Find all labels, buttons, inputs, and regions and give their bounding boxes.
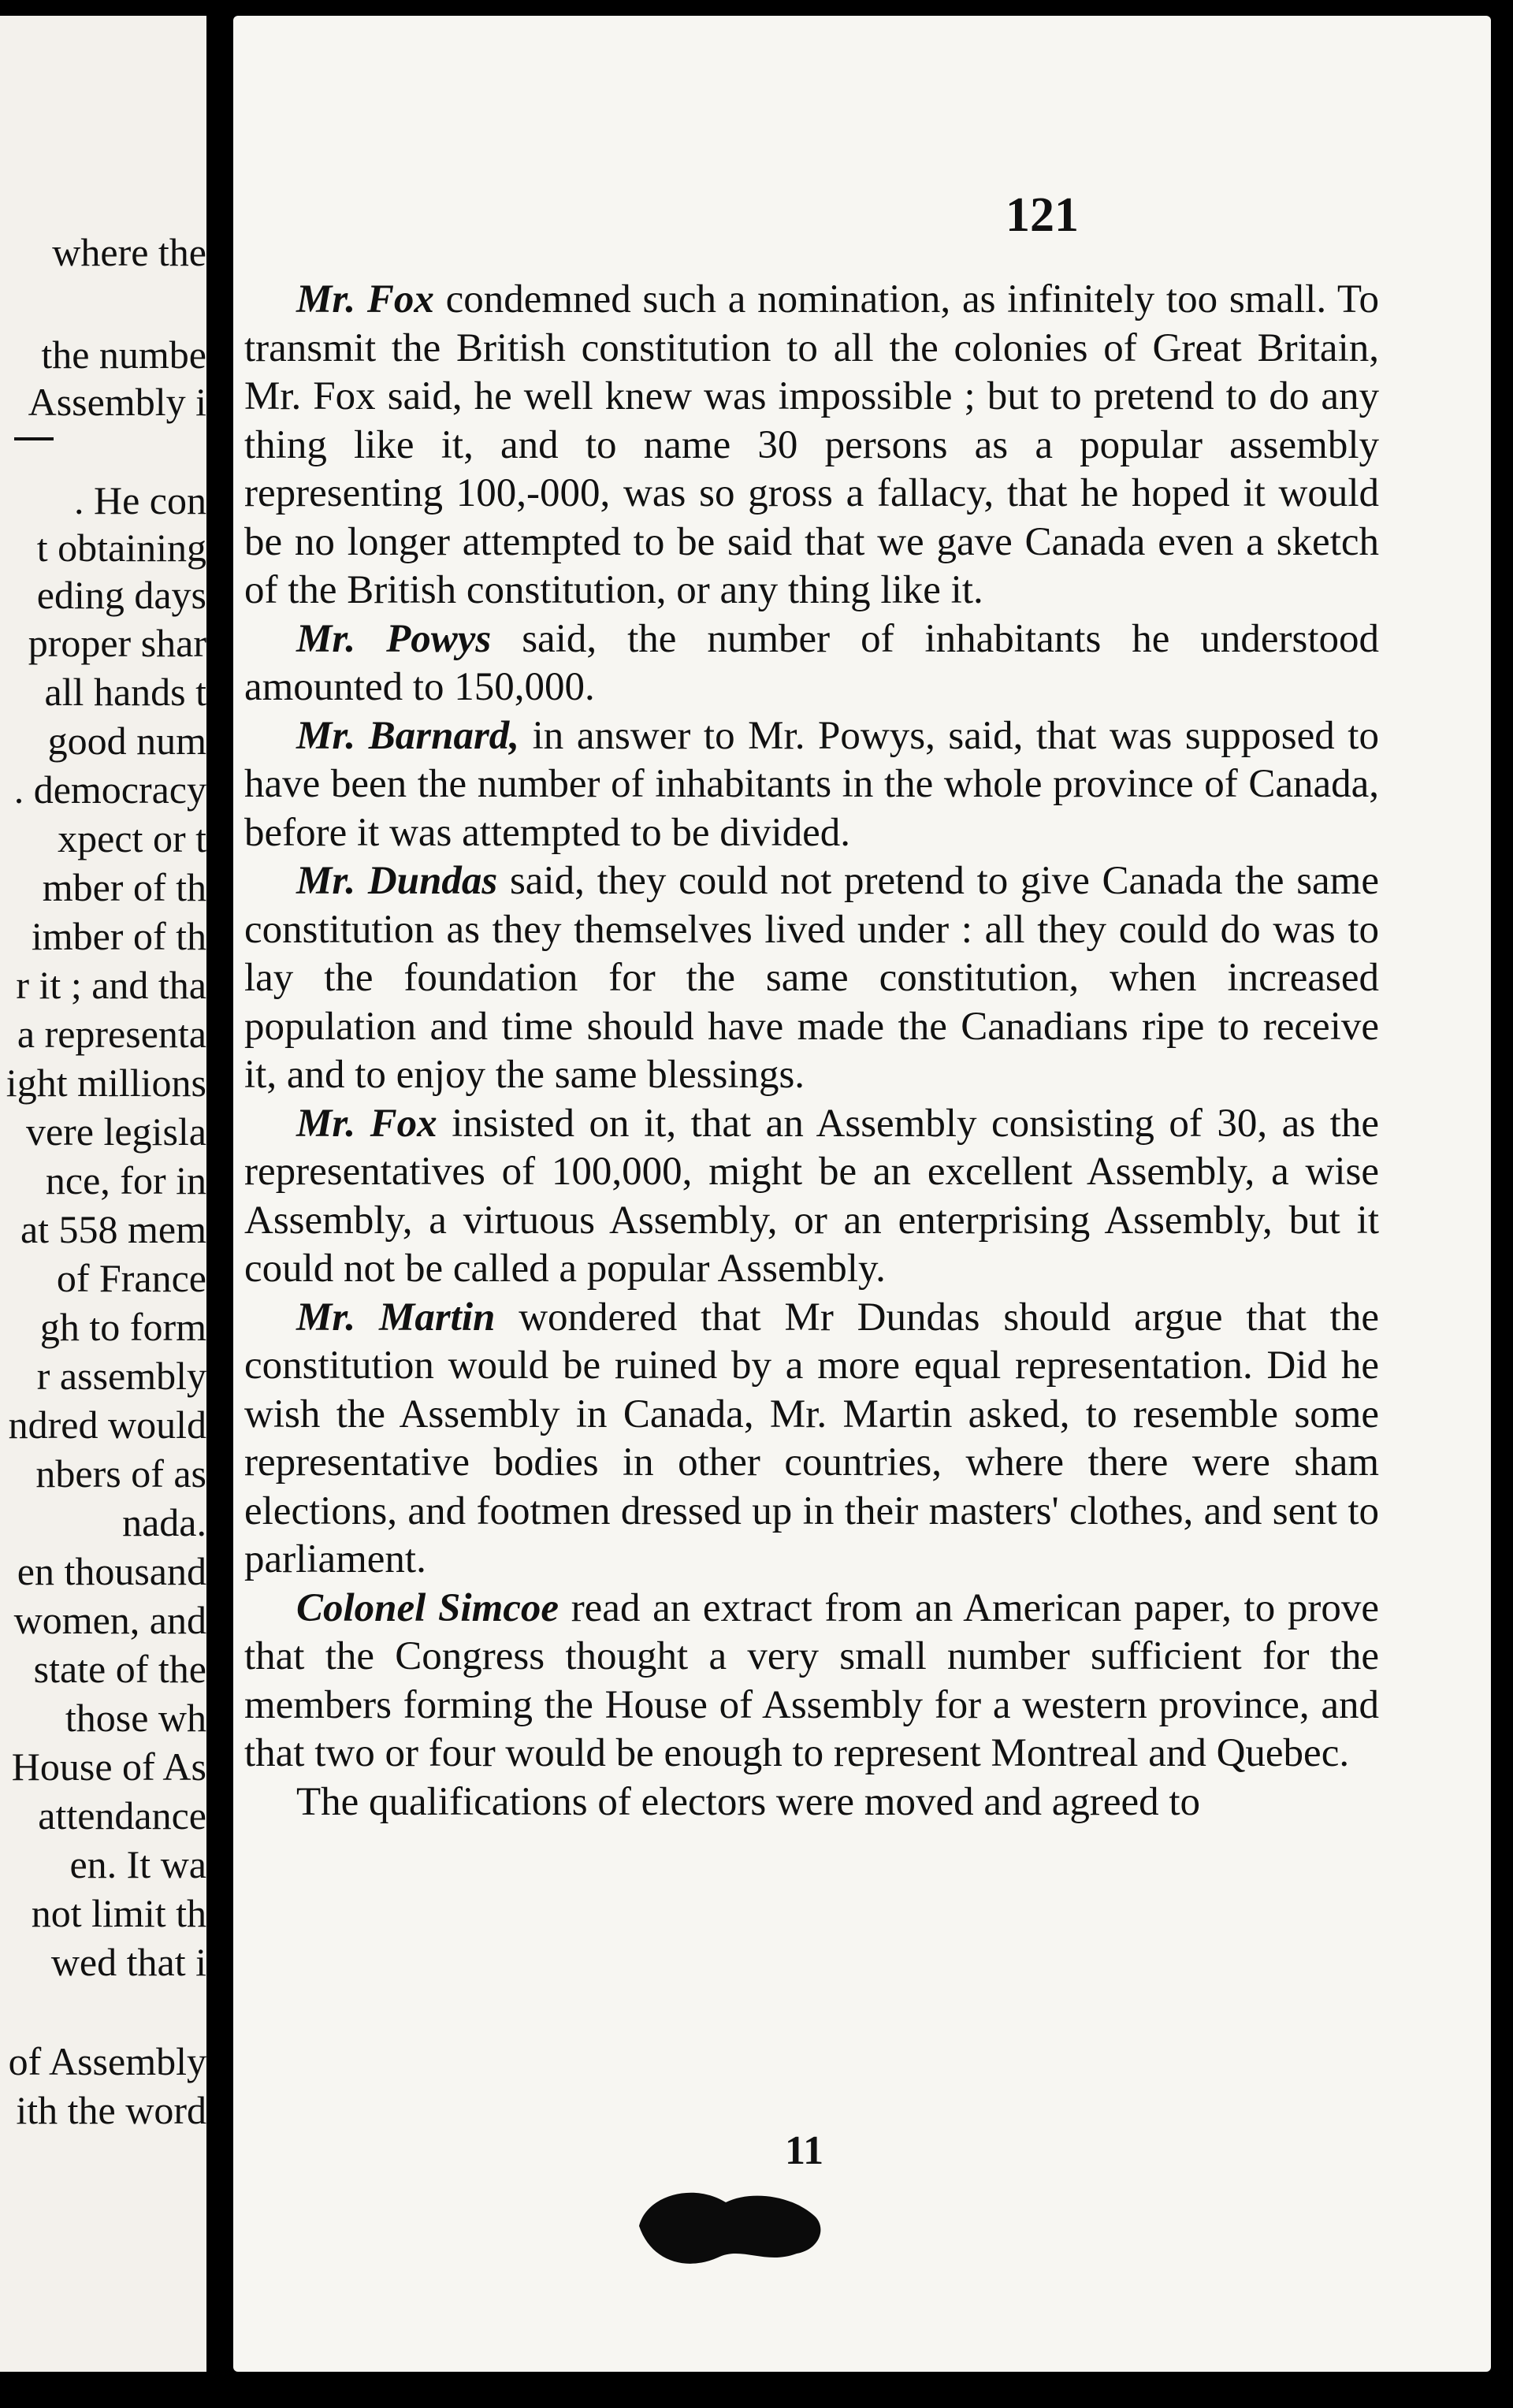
main-text (244, 276, 1379, 1826)
paragraph-text: wondered that Mr Dundas should argue that the constitution would be ruined by a more equal representation. Did he wish the Assembly in Canada, Mr. Martin asked, to resemble some representative bodies in other countries, where there were sham elections, and footmen dressed up in their masters' clothes, and sent to parliament. (244, 1295, 1379, 1581)
speaker-name: Mr. Fox (296, 1101, 437, 1146)
left-page-line: gh to form (39, 1305, 206, 1349)
left-page-line: mber of th (42, 865, 206, 909)
left-page-line: r it ; and tha (16, 963, 206, 1007)
paragraph-text: said, the number of inhabitants he understood amounted to 150,000. (244, 616, 1379, 709)
left-page-line: Assembly i (28, 380, 206, 424)
left-page-line: en. It wa (69, 1842, 206, 1886)
left-page-fragment (0, 16, 206, 2372)
left-page-line: . democracy (13, 767, 206, 812)
paragraph-text: condemned such a nomination, as infinitely too small. To transmit the British constitution to all the colonies of Great Britain, Mr. Fox said, he well knew was impossible ; but to pretend to do any thing like it, and to name 30 persons as a popular assembly representing 100,-000, was so gross a fallacy, that he hoped it would be no longer attempted to be said that we gave Canada even a sketch of the British constitution, or any thing like it. (244, 277, 1379, 612)
gutter (206, 0, 233, 2408)
speaker-name: Mr. Barnard, (296, 713, 520, 758)
left-page-line: imber of th (31, 914, 206, 958)
left-page-line: at 558 mem (20, 1207, 206, 1251)
left-page-line: a representa (17, 1012, 206, 1056)
paragraph (244, 1100, 1379, 1294)
paragraph (244, 276, 1379, 615)
left-page-line: attendance (38, 1793, 206, 1838)
left-page-line: xpect or t (58, 816, 206, 860)
signature-mark: 11 (785, 2128, 824, 2173)
ink-blot (631, 2179, 836, 2273)
paragraph-text: said, they could not pretend to give Canada the same constitution as they themselves lived under : all they could do was to lay the foundation for the same constitution, when increased population and time should have made the Canadians ripe to receive it, and to enjoy the same blessings. (244, 859, 1379, 1097)
left-page-line: not limit th (31, 1891, 206, 1935)
left-page-line: all hands t (44, 670, 206, 714)
left-page-line: ndred would (8, 1403, 206, 1447)
left-page-line: t obtaining (36, 526, 206, 570)
left-page-line: good num (47, 719, 206, 763)
paragraph (244, 1585, 1379, 1778)
paragraph-text: read an extract from an American paper, to prove that the Congress thought a very small number sufficient for the members forming the House of Assembly for a western province, and that two or four would be enough to represent Montreal and Quebec. (244, 1585, 1379, 1775)
paragraph-text: The qualifications of electors were moved and agreed to (296, 1779, 1201, 1824)
left-page-line: women, and (13, 1598, 206, 1642)
left-page-line: those wh (65, 1696, 206, 1740)
left-page-line: nbers of as (35, 1451, 206, 1496)
left-page-line: . He con (74, 478, 206, 522)
left-page-line: ight millions (6, 1061, 206, 1105)
paragraph (244, 615, 1379, 712)
left-page-line: of Assembly (8, 2039, 206, 2083)
left-page-line: proper shar (28, 621, 206, 665)
left-page-line: House of As (11, 1745, 206, 1789)
paragraph (244, 857, 1379, 1100)
speaker-name: Mr. Fox (296, 277, 434, 321)
left-page-line: eding days (36, 573, 206, 617)
speaker-name: Mr. Dundas (296, 859, 498, 903)
left-page-line: r assembly (36, 1354, 206, 1398)
paragraph-text: in answer to Mr. Powys, said, that was supposed to have been the number of inhabitants in the whole province of Canada, before it was attempted to be divided. (244, 713, 1379, 855)
section-dash (14, 437, 54, 440)
speaker-name: Mr. Martin (296, 1295, 496, 1340)
paragraph (244, 1294, 1379, 1585)
left-page-line: en thousand (17, 1549, 206, 1593)
left-page-line: ith the word (16, 2088, 206, 2132)
paragraph-text: insisted on it, that an Assembly consisting of 30, as the representatives of 100,000, might be an excellent Assembly, a wise Assembly, a virtuous Assembly, or an enterprising Assembly, but it could not be called a popular Assembly. (244, 1101, 1379, 1291)
left-page-line: state of the (33, 1647, 206, 1691)
left-page-line: wed that i (50, 1940, 206, 1984)
paragraph (244, 712, 1379, 858)
left-page-line: vere legisla (25, 1109, 206, 1154)
paragraph (244, 1778, 1379, 1827)
left-page-line: nada. (122, 1500, 206, 1544)
left-page-line: the numbe (41, 333, 206, 377)
left-page-line: where the (52, 230, 206, 274)
left-page-line: of France (56, 1256, 206, 1300)
speaker-name: Colonel Simcoe (296, 1585, 559, 1630)
speaker-name: Mr. Powys (296, 616, 492, 661)
right-page (233, 16, 1491, 2372)
page-number: 121 (1006, 188, 1079, 242)
left-page-line: nce, for in (45, 1158, 206, 1202)
